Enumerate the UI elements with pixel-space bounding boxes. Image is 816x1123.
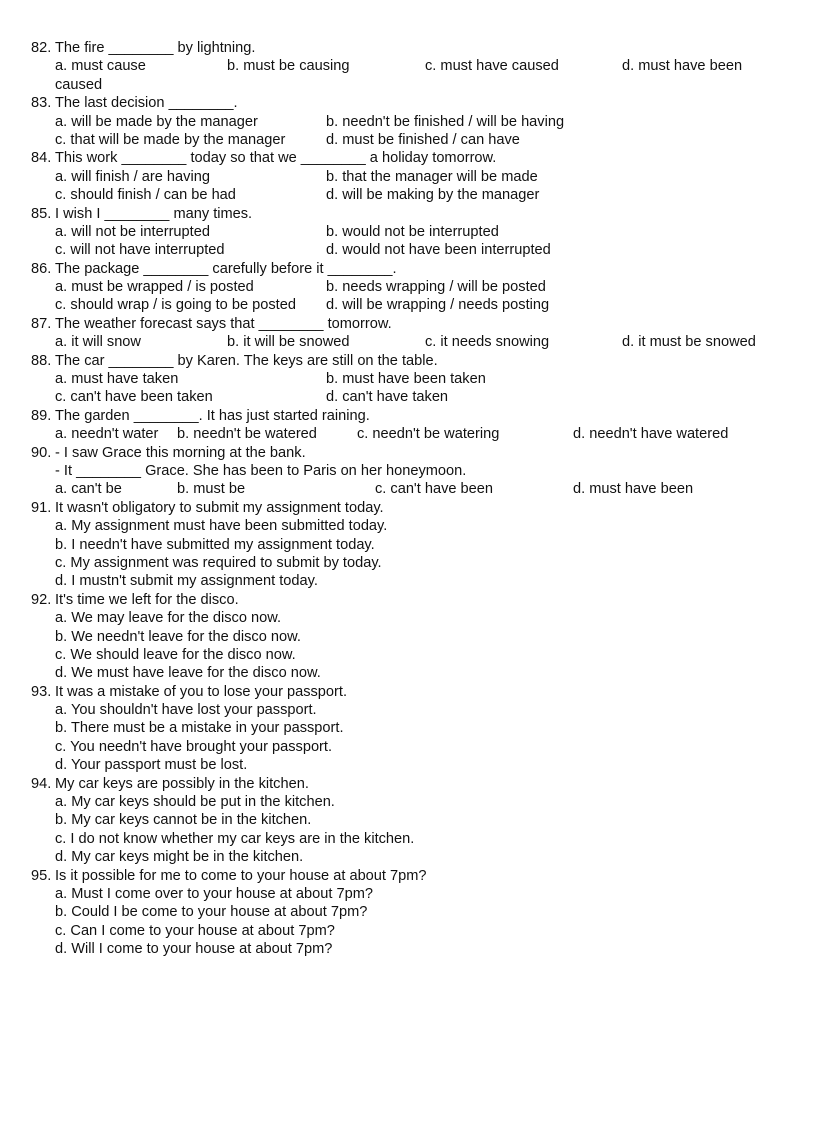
question-stem-line bbox=[31, 775, 791, 793]
answer-option: c. Can I come to your house at about 7pm? bbox=[55, 922, 335, 939]
answer-option: c. should wrap / is going to be posted bbox=[55, 297, 296, 314]
answer-option: a. must be wrapped / is posted bbox=[55, 279, 254, 296]
options-row bbox=[31, 278, 791, 296]
question-stem-line bbox=[31, 867, 791, 885]
options-row bbox=[31, 223, 791, 241]
exercise-document bbox=[31, 39, 791, 959]
answer-option: b. My car keys cannot be in the kitchen. bbox=[55, 812, 312, 829]
question bbox=[31, 315, 791, 352]
options-row bbox=[31, 57, 791, 75]
answer-option: a. will not be interrupted bbox=[55, 223, 210, 240]
answer-option: c. must have caused bbox=[425, 58, 559, 75]
options-row bbox=[31, 738, 791, 756]
options-row bbox=[31, 554, 791, 572]
answer-option: b. needn't be finished / will be having bbox=[326, 113, 565, 130]
options-row bbox=[31, 296, 791, 314]
answer-option: d. can't have taken bbox=[326, 389, 449, 406]
options-row bbox=[31, 370, 791, 388]
options-row bbox=[31, 848, 791, 866]
question-stem-line bbox=[31, 205, 791, 223]
answer-option: a. needn't water bbox=[55, 426, 159, 443]
answer-option: a. must cause bbox=[55, 58, 146, 75]
question bbox=[31, 444, 791, 499]
answer-option: a. My assignment must have been submitted today. bbox=[55, 518, 388, 535]
question-stem: Is it possible for me to come to your house at about 7pm? bbox=[55, 867, 427, 884]
options-row bbox=[31, 113, 791, 131]
answer-option: b. must be causing bbox=[227, 58, 350, 75]
answer-option: d. must have been bbox=[622, 58, 743, 75]
answer-option: b. must have been taken bbox=[326, 371, 486, 388]
options-row bbox=[31, 572, 791, 590]
answer-option: b. it will be snowed bbox=[227, 334, 350, 351]
question bbox=[31, 352, 791, 407]
question-stem: - It ________ Grace. She has been to Paris on her honeymoon. bbox=[55, 462, 467, 479]
question-number: 84. bbox=[31, 150, 52, 167]
answer-option: a. can't be bbox=[55, 481, 122, 498]
answer-option: c. You needn't have brought your passport. bbox=[55, 738, 333, 755]
answer-option: a. We may leave for the disco now. bbox=[55, 610, 282, 627]
answer-option: c. needn't be watering bbox=[357, 426, 500, 443]
options-row bbox=[31, 517, 791, 535]
question-number: 87. bbox=[31, 315, 52, 332]
options-row bbox=[31, 480, 791, 498]
question-number: 95. bbox=[31, 867, 52, 884]
options-row bbox=[31, 811, 791, 829]
options-row bbox=[31, 646, 791, 664]
options-row bbox=[31, 719, 791, 737]
question-stem-line bbox=[31, 444, 791, 462]
options-row bbox=[31, 536, 791, 554]
answer-option: a. must have taken bbox=[55, 371, 179, 388]
answer-option: b. Could I be come to your house at about 7pm? bbox=[55, 904, 368, 921]
answer-option: c. will not have interrupted bbox=[55, 242, 225, 259]
question-number: 90. bbox=[31, 444, 52, 461]
question-stem-line bbox=[31, 352, 791, 370]
question-stem: - I saw Grace this morning at the bank. bbox=[55, 444, 306, 461]
question-stem-line bbox=[31, 407, 791, 425]
question-number: 88. bbox=[31, 352, 52, 369]
options-row bbox=[31, 241, 791, 259]
options-row bbox=[31, 609, 791, 627]
answer-option: d. needn't have watered bbox=[573, 426, 729, 443]
question-number: 83. bbox=[31, 95, 52, 112]
question-stem: The fire ________ by lightning. bbox=[55, 40, 256, 56]
question-stem: My car keys are possibly in the kitchen. bbox=[55, 775, 309, 792]
answer-option: a. will be made by the manager bbox=[55, 113, 258, 130]
answer-option: a. You shouldn't have lost your passport. bbox=[55, 702, 317, 719]
answer-option: b. that the manager will be made bbox=[326, 168, 538, 185]
answer-option: a. will finish / are having bbox=[55, 168, 210, 185]
options-row bbox=[31, 940, 791, 958]
options-row bbox=[31, 922, 791, 940]
answer-option: d. Will I come to your house at about 7pm? bbox=[55, 941, 333, 958]
options-row bbox=[31, 756, 791, 774]
question-stem-line bbox=[31, 315, 791, 333]
answer-option: c. can't have been bbox=[375, 481, 493, 498]
answer-option: d. must have been bbox=[573, 481, 694, 498]
question-stem: It's time we left for the disco. bbox=[55, 591, 239, 608]
answer-option: d. it must be snowed bbox=[622, 334, 756, 351]
options-row bbox=[31, 793, 791, 811]
question-stem: The weather forecast says that ________ tomorrow. bbox=[55, 315, 392, 332]
answer-option: c. it needs snowing bbox=[425, 334, 550, 351]
answer-option: b. needs wrapping / will be posted bbox=[326, 279, 546, 296]
question bbox=[31, 591, 791, 683]
options-row bbox=[31, 333, 791, 351]
answer-option: a. it will snow bbox=[55, 334, 141, 351]
options-row bbox=[31, 131, 791, 149]
question-stem: The package ________ carefully before it ________. bbox=[55, 260, 397, 277]
question bbox=[31, 39, 791, 94]
options-row bbox=[31, 388, 791, 406]
answer-option: b. needn't be watered bbox=[177, 426, 317, 443]
answer-option: a. My car keys should be put in the kitchen. bbox=[55, 794, 335, 811]
options-row bbox=[31, 168, 791, 186]
options-row bbox=[31, 425, 791, 443]
question bbox=[31, 260, 791, 315]
question-number: 91. bbox=[31, 499, 52, 516]
question-stem: The garden ________. It has just started raining. bbox=[55, 407, 370, 424]
question-stem: This work ________ today so that we ________ a holiday tomorrow. bbox=[55, 150, 497, 167]
answer-option: c. We should leave for the disco now. bbox=[55, 646, 296, 663]
options-row bbox=[31, 830, 791, 848]
question bbox=[31, 94, 791, 149]
question-stem-line bbox=[31, 683, 791, 701]
answer-option: d. Your passport must be lost. bbox=[55, 757, 248, 774]
options-row bbox=[31, 664, 791, 682]
question-stem: The last decision ________. bbox=[55, 95, 238, 112]
question bbox=[31, 867, 791, 959]
answer-option: d. My car keys might be in the kitchen. bbox=[55, 849, 304, 866]
answer-option: d. will be wrapping / needs posting bbox=[326, 297, 550, 314]
question bbox=[31, 205, 791, 260]
question-number: 86. bbox=[31, 260, 52, 277]
question-number: 82. bbox=[31, 40, 52, 56]
answer-option: b. I needn't have submitted my assignment today. bbox=[55, 536, 375, 553]
options-row bbox=[31, 903, 791, 921]
options-row bbox=[31, 76, 791, 94]
question bbox=[31, 683, 791, 775]
answer-option: b. would not be interrupted bbox=[326, 223, 499, 240]
question-stem: I wish I ________ many times. bbox=[55, 205, 253, 222]
options-row bbox=[31, 186, 791, 204]
question bbox=[31, 499, 791, 591]
answer-option: b. There must be a mistake in your passport. bbox=[55, 720, 344, 737]
question-stem: The car ________ by Karen. The keys are still on the table. bbox=[55, 352, 438, 369]
question bbox=[31, 775, 791, 867]
answer-option: c. that will be made by the manager bbox=[55, 131, 286, 148]
question-number: 89. bbox=[31, 407, 52, 424]
question-stem: It was a mistake of you to lose your passport. bbox=[55, 683, 348, 700]
question bbox=[31, 407, 791, 444]
answer-option: c. should finish / can be had bbox=[55, 187, 236, 204]
question-stem-line bbox=[31, 499, 791, 517]
options-row bbox=[31, 628, 791, 646]
options-row bbox=[31, 885, 791, 903]
question-number: 85. bbox=[31, 205, 52, 222]
question bbox=[31, 149, 791, 204]
answer-option: d. must be finished / can have bbox=[326, 131, 520, 148]
question-stem-line bbox=[31, 591, 791, 609]
answer-option: d. I mustn't submit my assignment today. bbox=[55, 573, 318, 590]
question-stem-line bbox=[31, 462, 791, 480]
question-stem-line bbox=[31, 260, 791, 278]
question-stem-line bbox=[31, 94, 791, 112]
question-stem: It wasn't obligatory to submit my assignment today. bbox=[55, 499, 384, 516]
question-number: 94. bbox=[31, 775, 52, 792]
answer-option: d. We must have leave for the disco now. bbox=[55, 665, 321, 682]
answer-option: a. Must I come over to your house at about 7pm? bbox=[55, 885, 373, 902]
answer-option: c. I do not know whether my car keys are in the kitchen. bbox=[55, 830, 415, 847]
answer-option: caused bbox=[55, 76, 103, 93]
answer-option: c. My assignment was required to submit by today. bbox=[55, 554, 382, 571]
answer-option: b. must be bbox=[177, 481, 246, 498]
question-stem-line bbox=[31, 149, 791, 167]
answer-option: d. will be making by the manager bbox=[326, 187, 540, 204]
answer-option: c. can't have been taken bbox=[55, 389, 213, 406]
options-row bbox=[31, 701, 791, 719]
answer-option: b. We needn't leave for the disco now. bbox=[55, 628, 301, 645]
question-number: 92. bbox=[31, 591, 52, 608]
answer-option: d. would not have been interrupted bbox=[326, 242, 551, 259]
question-stem-line bbox=[31, 39, 791, 57]
question-number: 93. bbox=[31, 683, 52, 700]
